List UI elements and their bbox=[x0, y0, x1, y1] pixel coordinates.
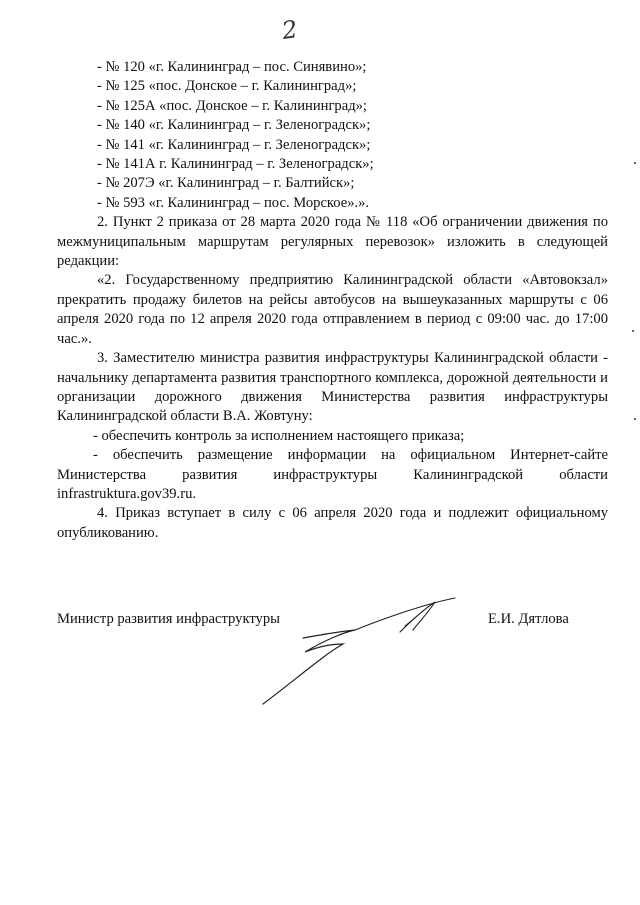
route-item: - № 140 «г. Калининград – г. Зеленоградск»; bbox=[97, 117, 371, 134]
page-number: 2 bbox=[280, 15, 300, 45]
scan-speck bbox=[634, 162, 636, 164]
paragraph-2-quote: «2. Государственному предприятию Калининградской области «Автовокзал» прекратить продажу билетов на рейсы автобусов на вышеуказанных маршруты с 06 апреля 2020 года по 12 апреля 2020 года отправлением в период с 09:00 час. до 17:00 час.». bbox=[57, 272, 608, 347]
bullet-publication: - обеспечить размещение информации на официальном Интернет-сайте Министерства развития инфраструктуры Калининградской области infrastruktura.gov39.ru. bbox=[57, 447, 608, 502]
document-body bbox=[57, 58, 608, 543]
route-item: - № 207Э «г. Калининград – г. Балтийск»; bbox=[97, 175, 355, 192]
signatory-name: Е.И. Дятлова bbox=[488, 611, 569, 627]
route-item: - № 125А «пос. Донское – г. Калининград»; bbox=[97, 97, 367, 114]
handwritten-signature bbox=[255, 592, 465, 712]
paragraph-2: 2. Пункт 2 приказа от 28 марта 2020 года № 118 «Об ограничении движения по межмуниципальным маршрутам регулярных перевозок» изложить в следующей редакции: bbox=[57, 214, 608, 270]
route-item: - № 593 «г. Калининград – пос. Морское».». bbox=[97, 194, 370, 211]
route-item: - № 141А г. Калининград – г. Зеленоградск»; bbox=[97, 156, 374, 173]
scan-speck bbox=[632, 330, 634, 332]
route-item: - № 125 «пос. Донское – г. Калининград»; bbox=[97, 78, 357, 95]
bullet-control: - обеспечить контроль за исполнением настоящего приказа; bbox=[93, 427, 465, 444]
paragraph-4: 4. Приказ вступает в силу с 06 апреля 2020 года и подлежит официальному опубликованию. bbox=[57, 505, 608, 541]
route-item: - № 120 «г. Калининград – пос. Синявино»; bbox=[97, 59, 367, 75]
scan-speck bbox=[634, 418, 636, 420]
routes-list bbox=[57, 58, 608, 213]
route-item: - № 141 «г. Калининград – г. Зеленоградск»; bbox=[97, 136, 371, 153]
paragraph-3: 3. Заместителю министра развития инфраструктуры Калининградской области - начальнику департамента развития транспортного комплекса, дорожной деятельности и организации дорожного движения Министерства развития инфраструктуры Калининградской области В.А. Жовтуну: bbox=[57, 350, 608, 425]
signatory-title: Министр развития инфраструктуры bbox=[57, 611, 280, 627]
